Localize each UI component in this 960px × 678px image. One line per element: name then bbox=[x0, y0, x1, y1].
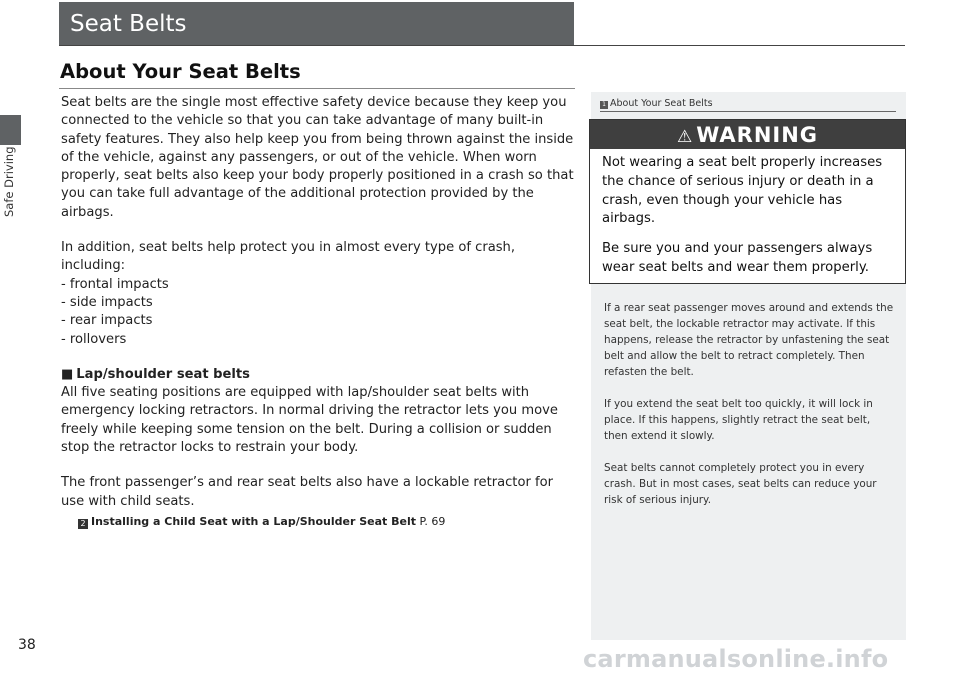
list-item: - side impacts bbox=[61, 294, 153, 310]
paragraph-crash-types-intro: In addition, seat belts help protect you in almost every type of crash, including: bbox=[61, 240, 516, 274]
paragraph-retractors: All five seating positions are equipped with lap/shoulder seat belts with emergency locking retractors. In normal driving the retractor lets you move freely while keeping some tension on the belt. During a collision or sudden stop the retractor locks to restrain your body. bbox=[61, 385, 558, 456]
section-divider bbox=[59, 88, 575, 89]
list-item: - rollovers bbox=[61, 331, 127, 347]
list-item: - rear impacts bbox=[61, 313, 153, 329]
paragraph-intro: Seat belts are the single most effective safety device because they keep you connected to the vehicle so that you can take advantage of many built-in safety features. They also help keep you from being thrown against the inside of the vehicle, against any passengers, or out of the vehicle. When worn properly, seat belts also keep your body properly positioned in a crash so that you can take full advantage of the additional protection provided by the airbags. bbox=[61, 95, 574, 220]
cross-reference-icon: 2 bbox=[78, 519, 88, 529]
sidebar-heading-text: About Your Seat Belts bbox=[610, 98, 713, 109]
paragraph-lockable-retractor: The front passenger’s and rear seat belts also have a lockable retractor for use with child seats. bbox=[61, 475, 553, 509]
warning-body bbox=[590, 149, 905, 278]
main-content bbox=[61, 94, 576, 529]
sidebar-heading bbox=[600, 98, 713, 109]
section-tab-marker bbox=[0, 115, 21, 145]
sidebar-note: If a rear seat passenger moves around and extends the seat belt, the lockable retractor may activate. If this happens, release the retractor by unfastening the seat belt and allow the belt to retract completely. Then refasten the belt. bbox=[604, 302, 894, 378]
sidebar-reference-icon: 1 bbox=[600, 101, 608, 109]
page-number: 38 bbox=[18, 637, 36, 653]
section-title: About Your Seat Belts bbox=[60, 60, 301, 83]
warning-header bbox=[590, 120, 905, 149]
warning-box bbox=[589, 119, 906, 284]
side-section-label: Safe Driving bbox=[2, 147, 16, 218]
sidebar-note: If you extend the seat belt too quickly, it will lock in place. If this happens, slightly retract the seat belt, then extend it slowly. bbox=[604, 398, 873, 442]
warning-text-1: Not wearing a seat belt properly increases the chance of serious injury or death in a crash, even though your vehicle has airbags. bbox=[602, 155, 883, 227]
sidebar-divider bbox=[600, 111, 896, 112]
cross-reference-link[interactable] bbox=[61, 514, 576, 529]
list-item: - frontal impacts bbox=[61, 276, 169, 292]
cross-reference-page: P. 69 bbox=[419, 514, 446, 528]
subheading-lap-shoulder bbox=[61, 366, 576, 384]
subheading-text: Lap/shoulder seat belts bbox=[76, 366, 250, 382]
title-divider bbox=[59, 45, 905, 46]
page-title: Seat Belts bbox=[59, 2, 574, 45]
sidebar-note: Seat belts cannot completely protect you in every crash. But in most cases, seat belts can reduce your risk of serious injury. bbox=[604, 462, 877, 506]
warning-title: WARNING bbox=[696, 123, 819, 147]
watermark-url: carmanualsonline.info bbox=[583, 645, 889, 673]
sidebar-notes bbox=[604, 300, 896, 524]
square-bullet-icon: ■ bbox=[61, 366, 74, 382]
warning-text-2: Be sure you and your passengers always wear seat belts and wear them properly. bbox=[602, 241, 873, 275]
warning-triangle-icon: ⚠ bbox=[676, 127, 694, 147]
cross-reference-title: Installing a Child Seat with a Lap/Shoulder Seat Belt bbox=[91, 514, 416, 528]
